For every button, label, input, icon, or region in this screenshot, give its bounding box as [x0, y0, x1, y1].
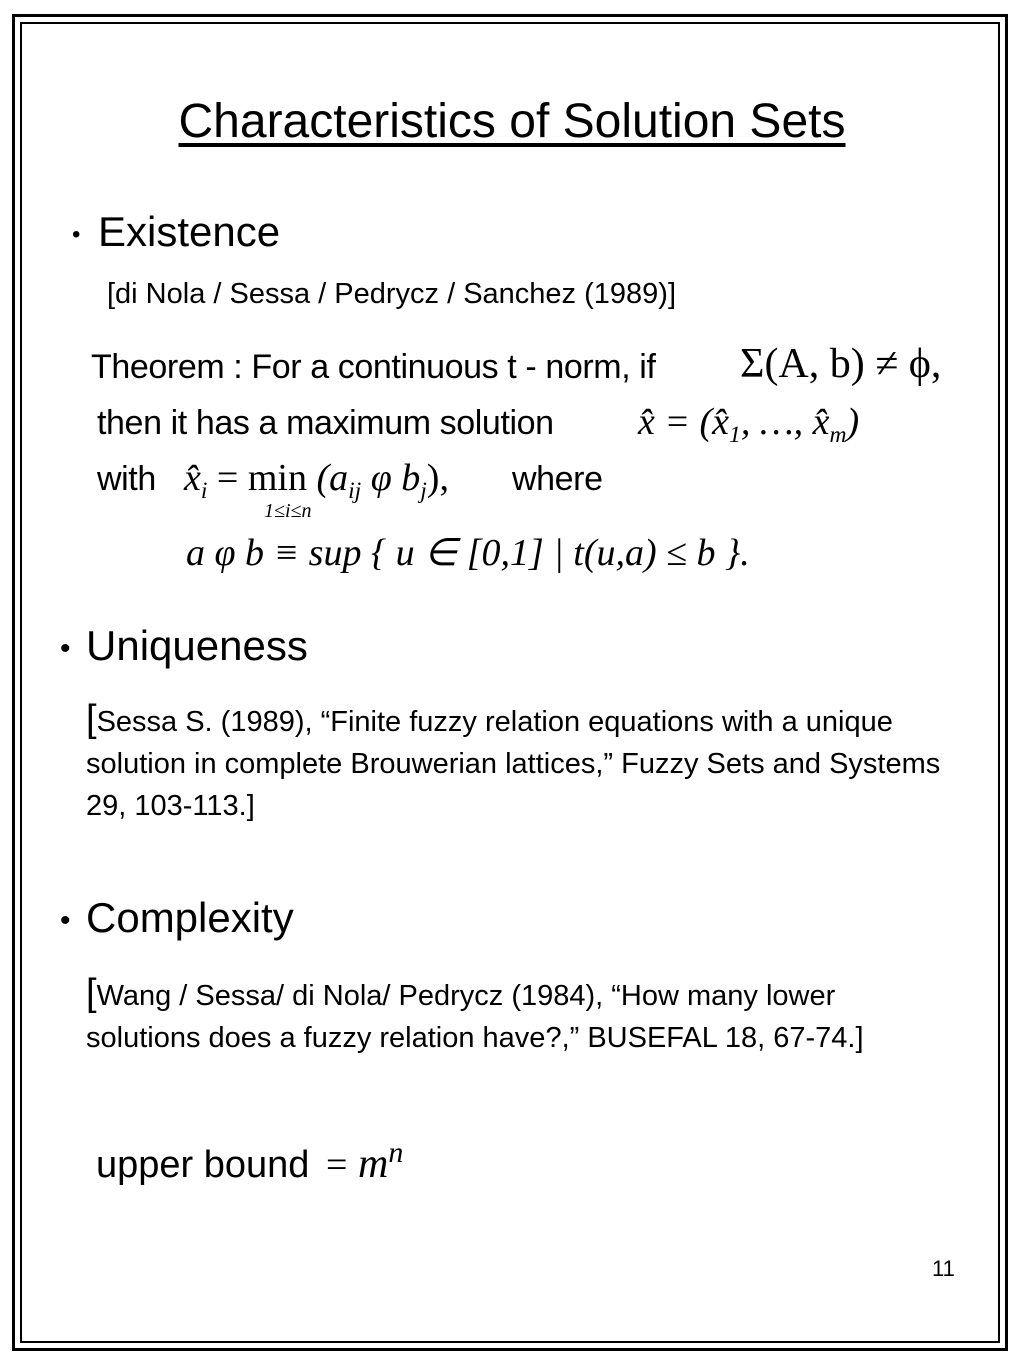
upper-bound — [96, 1136, 404, 1188]
ellipsis: , …, x̂ — [740, 401, 830, 443]
min-operator: = min — [216, 457, 307, 499]
xhat-equals: x̂ = (x̂ — [638, 401, 730, 443]
bullet-uniqueness-label: Uniqueness — [86, 622, 308, 669]
upper-bound-label: upper bound — [96, 1144, 310, 1186]
xhat: x̂ — [184, 457, 201, 499]
theorem-line4-math: a φ b ≡ sup { u ∈ [0,1] | t(u,a) ≤ b }. — [186, 532, 750, 574]
bullet-existence — [72, 208, 280, 256]
theorem-line3-math — [184, 456, 449, 505]
upper-bound-exponent: n — [388, 1136, 404, 1169]
theorem-line1-text: Theorem : For a continuous t - norm, if — [91, 348, 656, 386]
bullet-dot: • — [72, 220, 81, 248]
bullet-existence-label: Existence — [98, 208, 281, 255]
theorem-line3-where: where — [512, 460, 603, 498]
bullet-dot: • — [60, 903, 71, 937]
existence-reference: [di Nola / Sessa / Pedrycz / Sanchez (1989)] — [107, 278, 676, 310]
page-number: 11 — [932, 1256, 955, 1281]
uniqueness-reference — [86, 698, 946, 827]
open-bracket: [ — [86, 972, 97, 1014]
theorem-line-1 — [91, 348, 656, 387]
theorem-line3-with: with — [97, 460, 156, 498]
min-range: 1≤i≤n — [264, 500, 312, 522]
sub-j: j — [420, 478, 427, 505]
sub-m: m — [829, 422, 847, 449]
bullet-complexity — [60, 894, 294, 942]
slide-title: Characteristics of Solution Sets — [178, 95, 846, 148]
close-paren: ) — [846, 401, 860, 443]
theorem-line1-math: Σ(A, b) ≠ ϕ, — [740, 341, 942, 387]
theorem-line2-text: then it has a maximum solution — [97, 404, 554, 442]
theorem-line2-math — [638, 400, 860, 449]
a-term: (a — [316, 457, 349, 499]
sub-i: i — [200, 478, 208, 505]
equals-sign: = — [325, 1144, 348, 1186]
sub-1: 1 — [729, 422, 741, 449]
phi-b: φ b — [370, 457, 421, 499]
open-bracket: [ — [86, 698, 97, 740]
complexity-reference — [86, 972, 946, 1059]
complexity-reference-text: Wang / Sessa/ di Nola/ Pedrycz (1984), “How many lower solutions does a fuzzy relation have?,” BUSEFAL 18, 67-74.] — [86, 980, 864, 1054]
bullet-dot: • — [60, 631, 71, 665]
sub-ij: ij — [348, 478, 362, 505]
uniqueness-reference-text: Sessa S. (1989), “Finite fuzzy relation equations with a unique solution in complete Brouwerian lattices,” Fuzzy Sets and Systems 29, 103-113.] — [86, 706, 941, 822]
upper-bound-base: m — [357, 1141, 389, 1187]
close-paren: ), — [426, 457, 449, 499]
bullet-complexity-label: Complexity — [86, 894, 294, 941]
bullet-uniqueness — [60, 622, 308, 670]
